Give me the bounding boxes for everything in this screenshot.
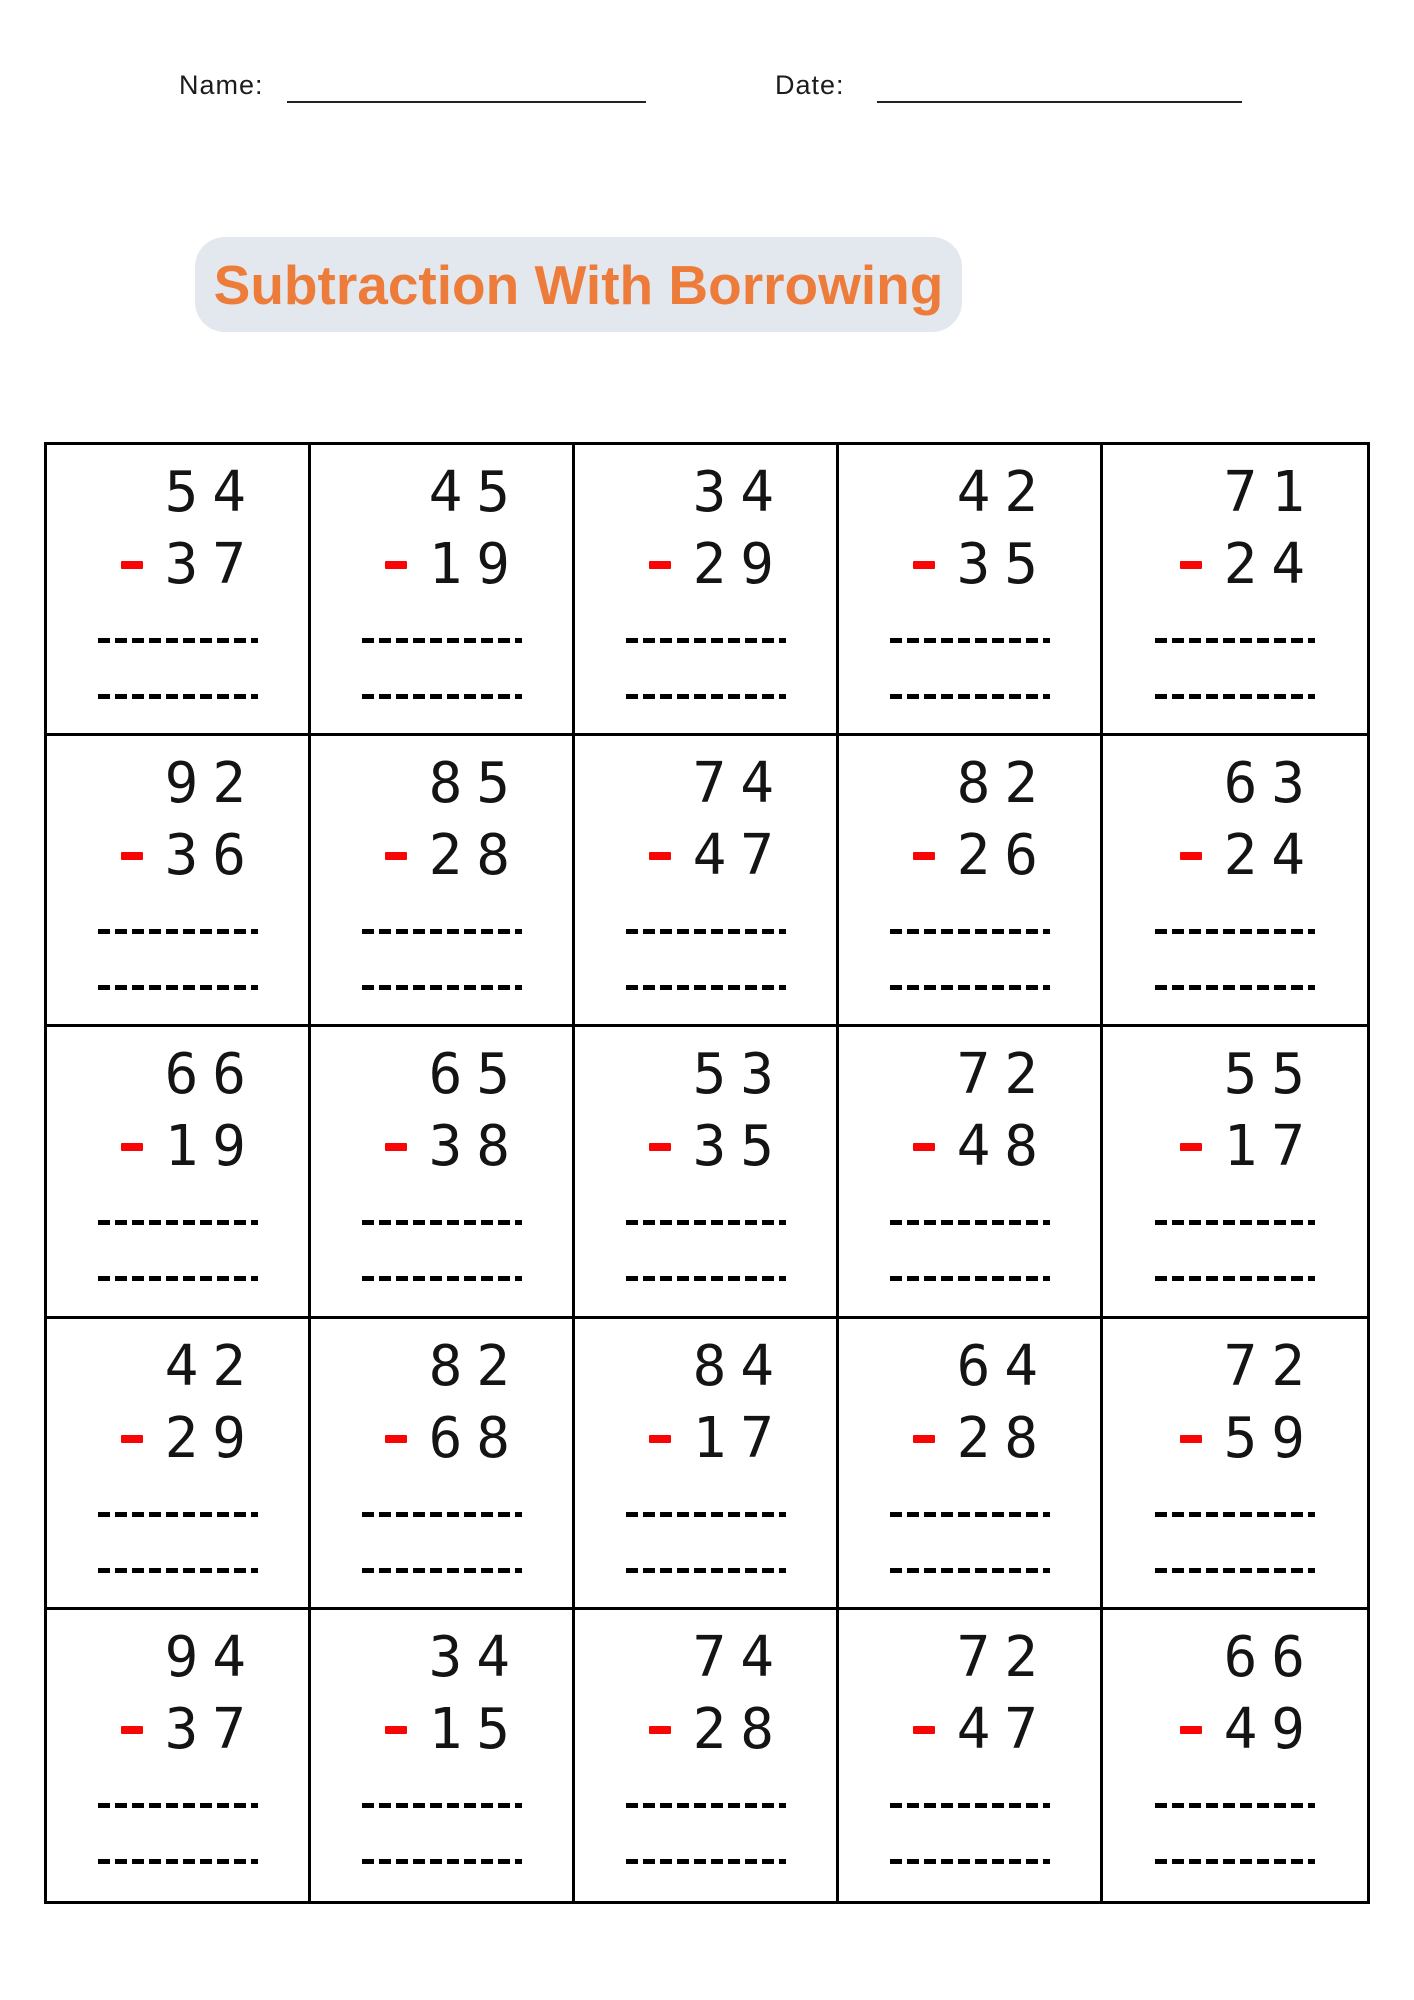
- minus-icon: [649, 1726, 671, 1734]
- subtraction-row: [385, 1114, 524, 1180]
- subtrahend: 29: [692, 532, 788, 597]
- answer-line-2: [98, 985, 258, 990]
- minuend: 55: [1223, 1042, 1319, 1108]
- subtraction-row: [121, 1114, 260, 1180]
- subtraction-row: [121, 532, 260, 597]
- answer-line-2: [98, 1568, 258, 1573]
- answer-line-2: [1155, 1568, 1315, 1573]
- answer-line-2: [362, 985, 522, 990]
- subtrahend: 28: [956, 1405, 1052, 1471]
- minuend: 94: [164, 1624, 260, 1690]
- answer-line-1: [890, 1220, 1050, 1225]
- answer-line-2: [98, 694, 258, 699]
- minus-icon: [1180, 1143, 1202, 1151]
- subtraction-row: [385, 1405, 524, 1471]
- subtrahend: 17: [1223, 1114, 1319, 1180]
- answer-line-2: [626, 1276, 786, 1281]
- minus-icon: [121, 1143, 143, 1151]
- answer-line-1: [98, 929, 258, 934]
- subtrahend: 37: [164, 1696, 260, 1762]
- minuend: 45: [428, 460, 524, 525]
- minus-icon: [385, 1143, 407, 1151]
- answer-line-2: [890, 1859, 1050, 1864]
- subtraction-row: [913, 1114, 1052, 1180]
- subtraction-row: [1180, 1696, 1319, 1762]
- problem-cell: [839, 1610, 1103, 1901]
- answer-line-2: [890, 1276, 1050, 1281]
- answer-line-1: [98, 1512, 258, 1517]
- page-title: Subtraction With Borrowing: [213, 253, 944, 316]
- minus-icon: [385, 852, 407, 860]
- answer-line-1: [626, 1803, 786, 1808]
- subtrahend: 28: [428, 823, 524, 889]
- answer-line-2: [626, 985, 786, 990]
- problem-cell: [575, 1610, 839, 1901]
- answer-line-2: [98, 1276, 258, 1281]
- problem-cell: [575, 1319, 839, 1610]
- subtraction-row: [913, 1696, 1052, 1762]
- subtraction-row: [385, 1696, 524, 1762]
- answer-line-2: [1155, 1859, 1315, 1864]
- minus-icon: [913, 852, 935, 860]
- subtraction-row: [913, 1405, 1052, 1471]
- name-fill-in-line: [287, 101, 646, 103]
- answer-line-1: [890, 1512, 1050, 1517]
- subtrahend: 17: [692, 1405, 788, 1471]
- title-banner: [195, 237, 962, 332]
- answer-line-1: [98, 638, 258, 643]
- minus-icon: [121, 852, 143, 860]
- answer-line-1: [626, 1512, 786, 1517]
- subtrahend: 38: [428, 1114, 524, 1180]
- problem-cell: [1103, 1319, 1367, 1610]
- minuend: 72: [956, 1042, 1052, 1108]
- minuend: 74: [692, 1624, 788, 1690]
- subtraction-row: [649, 1696, 788, 1762]
- problem-cell: [47, 736, 311, 1027]
- subtrahend: 26: [956, 823, 1052, 889]
- minus-icon: [649, 561, 671, 569]
- subtraction-row: [649, 1114, 788, 1180]
- subtrahend: 28: [692, 1696, 788, 1762]
- minuend: 66: [1223, 1624, 1319, 1690]
- problem-cell: [311, 445, 575, 736]
- minus-icon: [913, 1726, 935, 1734]
- minus-icon: [385, 1435, 407, 1443]
- problems-grid: [44, 442, 1370, 1904]
- answer-line-1: [890, 1803, 1050, 1808]
- answer-line-1: [890, 638, 1050, 643]
- problem-cell: [1103, 1027, 1367, 1318]
- subtraction-row: [649, 1405, 788, 1471]
- minus-icon: [1180, 1435, 1202, 1443]
- minuend: 84: [692, 1333, 788, 1399]
- answer-line-1: [626, 929, 786, 934]
- minuend: 42: [164, 1333, 260, 1399]
- subtrahend: 48: [956, 1114, 1052, 1180]
- answer-line-2: [362, 1568, 522, 1573]
- problem-cell: [311, 1027, 575, 1318]
- subtrahend: 19: [164, 1114, 260, 1180]
- answer-line-1: [1155, 1803, 1315, 1808]
- minuend: 72: [956, 1624, 1052, 1690]
- minuend: 53: [692, 1042, 788, 1108]
- minus-icon: [121, 561, 143, 569]
- subtrahend: 15: [428, 1696, 524, 1762]
- name-label: Name:: [179, 70, 264, 100]
- subtrahend: 37: [164, 532, 260, 597]
- subtraction-row: [385, 532, 524, 597]
- answer-line-2: [626, 1568, 786, 1573]
- minuend: 74: [692, 751, 788, 817]
- minuend: 85: [428, 751, 524, 817]
- answer-line-1: [362, 1512, 522, 1517]
- answer-line-2: [362, 1859, 522, 1864]
- subtrahend: 35: [956, 532, 1052, 597]
- subtrahend: 24: [1223, 823, 1319, 889]
- problem-cell: [47, 1610, 311, 1901]
- minuend: 63: [1223, 751, 1319, 817]
- answer-line-2: [362, 1276, 522, 1281]
- problem-cell: [47, 445, 311, 736]
- answer-line-1: [362, 929, 522, 934]
- answer-line-1: [362, 638, 522, 643]
- subtrahend: 47: [956, 1696, 1052, 1762]
- minus-icon: [913, 1435, 935, 1443]
- minuend: 72: [1223, 1333, 1319, 1399]
- answer-line-1: [362, 1803, 522, 1808]
- answer-line-1: [1155, 1512, 1315, 1517]
- minuend: 82: [428, 1333, 524, 1399]
- minuend: 34: [428, 1624, 524, 1690]
- subtraction-row: [913, 532, 1052, 597]
- subtraction-row: [913, 823, 1052, 889]
- answer-line-1: [1155, 638, 1315, 643]
- subtraction-row: [1180, 1405, 1319, 1471]
- problem-cell: [839, 1319, 1103, 1610]
- problem-cell: [575, 736, 839, 1027]
- minus-icon: [1180, 1726, 1202, 1734]
- answer-line-2: [890, 985, 1050, 990]
- answer-line-1: [626, 1220, 786, 1225]
- answer-line-2: [626, 694, 786, 699]
- answer-line-1: [98, 1220, 258, 1225]
- minus-icon: [913, 1143, 935, 1151]
- problem-cell: [575, 445, 839, 736]
- subtraction-row: [121, 823, 260, 889]
- subtraction-row: [649, 823, 788, 889]
- date-label: Date:: [775, 70, 845, 100]
- subtrahend: 59: [1223, 1405, 1319, 1471]
- subtraction-row: [1180, 1114, 1319, 1180]
- problem-cell: [839, 736, 1103, 1027]
- answer-line-2: [362, 694, 522, 699]
- minuend: 65: [428, 1042, 524, 1108]
- subtrahend: 24: [1223, 532, 1319, 597]
- answer-line-2: [890, 694, 1050, 699]
- problem-cell: [1103, 736, 1367, 1027]
- date-fill-in-line: [877, 101, 1242, 103]
- subtrahend: 68: [428, 1405, 524, 1471]
- minus-icon: [121, 1726, 143, 1734]
- answer-line-2: [98, 1859, 258, 1864]
- answer-line-2: [1155, 694, 1315, 699]
- answer-line-1: [362, 1220, 522, 1225]
- minus-icon: [121, 1435, 143, 1443]
- subtrahend: 47: [692, 823, 788, 889]
- answer-line-1: [1155, 929, 1315, 934]
- subtrahend: 36: [164, 823, 260, 889]
- minuend: 92: [164, 751, 260, 817]
- problem-cell: [47, 1027, 311, 1318]
- minus-icon: [385, 561, 407, 569]
- answer-line-2: [890, 1568, 1050, 1573]
- answer-line-2: [1155, 985, 1315, 990]
- subtrahend: 49: [1223, 1696, 1319, 1762]
- subtraction-row: [121, 1696, 260, 1762]
- problem-cell: [47, 1319, 311, 1610]
- minus-icon: [1180, 561, 1202, 569]
- subtrahend: 19: [428, 532, 524, 597]
- subtraction-row: [1180, 823, 1319, 889]
- minus-icon: [649, 852, 671, 860]
- problem-cell: [839, 1027, 1103, 1318]
- subtraction-row: [385, 823, 524, 889]
- answer-line-1: [626, 638, 786, 643]
- minuend: 42: [956, 460, 1052, 525]
- minus-icon: [649, 1435, 671, 1443]
- minus-icon: [385, 1726, 407, 1734]
- answer-line-1: [1155, 1220, 1315, 1225]
- minuend: 64: [956, 1333, 1052, 1399]
- problem-cell: [1103, 1610, 1367, 1901]
- problem-cell: [575, 1027, 839, 1318]
- minuend: 54: [164, 460, 260, 525]
- problem-cell: [311, 1319, 575, 1610]
- minus-icon: [649, 1143, 671, 1151]
- minuend: 66: [164, 1042, 260, 1108]
- problem-cell: [311, 1610, 575, 1901]
- subtraction-row: [649, 532, 788, 597]
- problem-cell: [311, 736, 575, 1027]
- problem-cell: [1103, 445, 1367, 736]
- subtrahend: 29: [164, 1405, 260, 1471]
- minuend: 82: [956, 751, 1052, 817]
- answer-line-1: [98, 1803, 258, 1808]
- problem-cell: [839, 445, 1103, 736]
- answer-line-1: [890, 929, 1050, 934]
- subtrahend: 35: [692, 1114, 788, 1180]
- subtraction-row: [1180, 532, 1319, 597]
- minuend: 34: [692, 460, 788, 525]
- subtraction-row: [121, 1405, 260, 1471]
- minuend: 71: [1223, 460, 1319, 525]
- minus-icon: [1180, 852, 1202, 860]
- minus-icon: [913, 561, 935, 569]
- answer-line-2: [1155, 1276, 1315, 1281]
- answer-line-2: [626, 1859, 786, 1864]
